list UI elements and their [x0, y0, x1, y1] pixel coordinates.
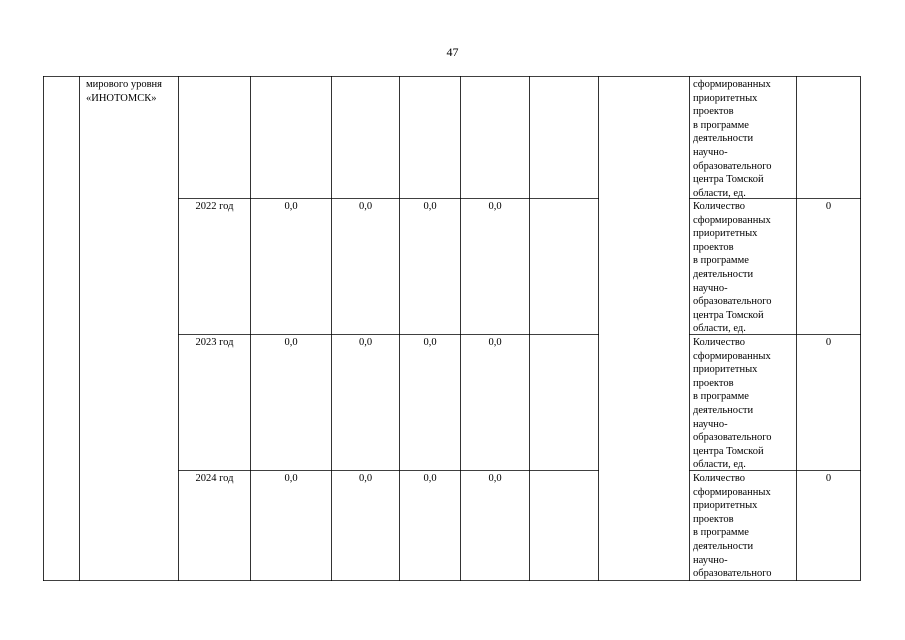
indicator-line: приоритетных [693, 364, 758, 376]
indicator-line: области, ед. [693, 459, 746, 471]
program-name-line: мирового уровня [86, 79, 162, 90]
indicator-line: проектов [693, 241, 734, 253]
value-cell: 0,0 [488, 473, 502, 484]
target-value-cell: 0 [825, 473, 832, 484]
indicator-line: образовательного [693, 160, 772, 172]
value-cell: 0,0 [358, 473, 373, 484]
indicator-line: Количество [693, 201, 746, 212]
value-cell: 0,0 [488, 201, 502, 212]
indicator-line: образовательного [693, 568, 772, 580]
indicator-line: деятельности [693, 133, 754, 145]
indicator-line: проектов [693, 513, 734, 525]
value-cell: 0,0 [488, 337, 502, 348]
value-cell: 0,0 [423, 337, 437, 348]
indicator-line: приоритетных [693, 92, 758, 104]
indicator-line: в программе [693, 391, 749, 403]
indicator-line: области, ед. [693, 323, 746, 335]
indicator-line: деятельности [693, 404, 754, 416]
indicator-line: области, ед. [693, 187, 746, 199]
indicator-line: центра Томской [693, 174, 764, 186]
indicator-cell [693, 472, 795, 581]
year-cell: 2023 год [195, 337, 234, 348]
indicator-line: Количество [693, 337, 746, 348]
year-cell: 2024 год [195, 473, 234, 484]
indicator-continuation [693, 78, 795, 200]
indicator-line: образовательного [693, 296, 772, 308]
year-cell: 2022 год [195, 201, 234, 212]
indicator-line: приоритетных [693, 228, 758, 240]
indicator-cell [693, 336, 795, 472]
program-name-cell [86, 78, 176, 105]
value-cell: 0,0 [358, 337, 373, 348]
target-value-cell: 0 [825, 201, 832, 212]
page-number: 47 [446, 45, 459, 59]
indicator-line: деятельности [693, 268, 754, 280]
indicator-line: центра Томской [693, 309, 764, 321]
indicator-line: научно- [693, 554, 728, 566]
indicator-line: сформированных [693, 350, 771, 362]
value-cell: 0,0 [423, 473, 437, 484]
value-cell: 0,0 [284, 201, 298, 212]
indicator-line: приоритетных [693, 500, 758, 512]
indicator-line: в программе [693, 119, 749, 131]
indicator-cell [693, 200, 795, 336]
indicator-line: в программе [693, 255, 749, 267]
indicator-line: проектов [693, 377, 734, 389]
program-name-line: «ИНОТОМСК» [86, 92, 157, 104]
indicator-line: научно- [693, 418, 728, 430]
indicator-line: образовательного [693, 432, 772, 444]
indicator-line: научно- [693, 146, 728, 158]
indicator-line: Количество [693, 473, 746, 484]
value-cell: 0,0 [284, 473, 298, 484]
indicator-line: сформированных [693, 79, 771, 90]
indicator-line: научно- [693, 282, 728, 294]
indicator-line: сформированных [693, 486, 771, 498]
indicator-line: деятельности [693, 540, 754, 552]
indicator-line: проектов [693, 106, 734, 118]
value-cell: 0,0 [423, 201, 437, 212]
value-cell: 0,0 [358, 201, 373, 212]
indicator-line: сформированных [693, 214, 771, 226]
value-cell: 0,0 [284, 337, 298, 348]
target-value-cell: 0 [825, 337, 832, 348]
indicator-line: центра Томской [693, 445, 764, 457]
indicator-line: в программе [693, 527, 749, 539]
